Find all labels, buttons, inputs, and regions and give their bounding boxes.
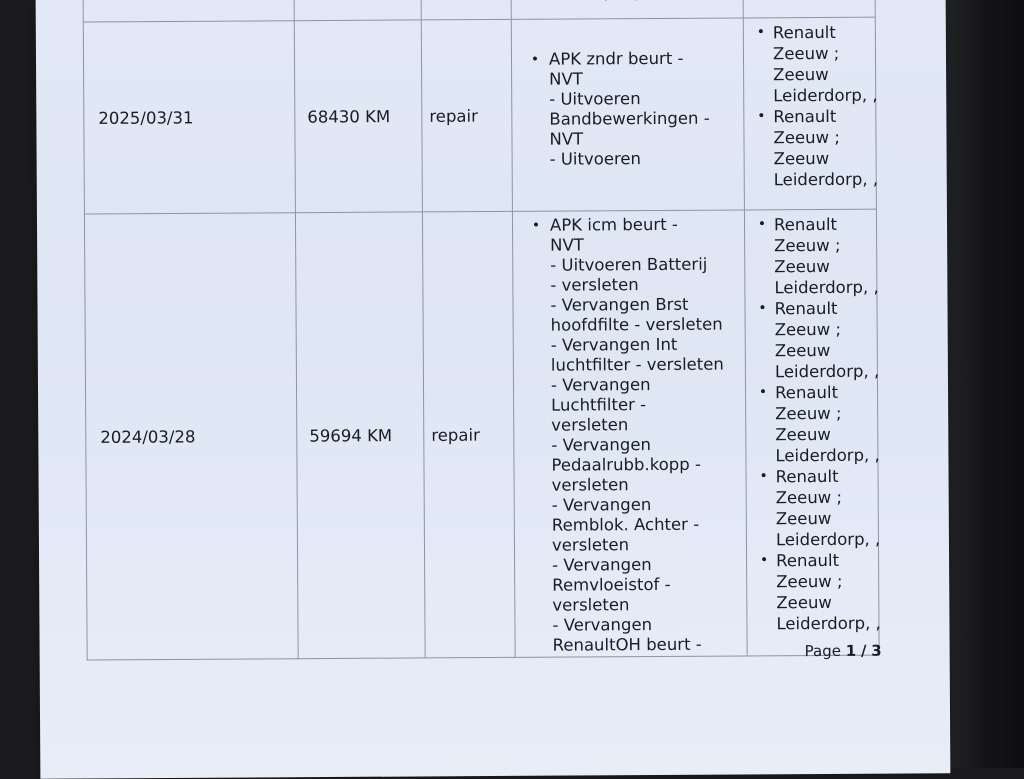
garage-entry: • Renault Zeeuw ; Zeeuw Leiderdorp, , — [749, 106, 878, 191]
work-list — [511, 49, 710, 170]
work-line: - Vervangen — [551, 435, 651, 455]
page-label: Page — [804, 641, 842, 661]
document-page — [36, 0, 951, 779]
work-line: Luchtfilter - — [551, 395, 647, 415]
bullet-icon: • — [757, 216, 767, 233]
type-cell — [422, 212, 516, 659]
work-line: - Uitvoeren — [549, 149, 642, 169]
date-cell — [84, 213, 299, 660]
bullet-icon: • — [758, 300, 767, 317]
mileage-value: 68430 KM — [307, 106, 391, 127]
garage-entry: • Renault Zeeuw ; Zeeuw Leiderdorp, , — [749, 22, 878, 107]
work-line: versleten — [551, 415, 629, 435]
work-line: - Vervangen Int — [550, 334, 678, 355]
garage-list — [743, 22, 878, 191]
work-line: Bandbewerkingen - — [549, 108, 710, 129]
work-line: - Vervangen — [551, 495, 652, 515]
table-row — [84, 210, 879, 661]
work-line: RenaultOH beurt - — [552, 634, 702, 655]
work-line: - Uitvoeren Batterij — [550, 254, 708, 275]
date-cell — [83, 21, 296, 214]
page-separator: / — [860, 641, 867, 660]
service-date: 2024/03/28 — [100, 426, 196, 447]
work-line: APK icm beurt - — [549, 214, 678, 235]
work-list — [512, 215, 726, 656]
service-type: repair — [429, 106, 478, 126]
work-line: NVT — [549, 69, 583, 89]
bullet-icon: • — [759, 552, 769, 569]
mileage-value: 59694 KM — [309, 425, 393, 446]
work-line: - Vervangen Brst — [550, 294, 689, 315]
work-line: - Vervangen — [552, 615, 653, 635]
page-total: 3 — [871, 641, 882, 660]
bullet-icon: • — [530, 51, 540, 68]
garage-entry: • Renault Zeeuw ; Zeeuw Leiderdorp, , — [752, 550, 881, 635]
work-line: - Uitvoeren — [549, 89, 641, 109]
work-line: - versleten — [550, 275, 639, 295]
service-date: 2025/03/31 — [98, 107, 194, 128]
work-line: NVT — [550, 235, 584, 255]
work-line: Pedaalrubb.kopp - — [551, 454, 701, 475]
garage-entry: • Renault Zeeuw ; Zeeuw Leiderdorp, , — [751, 382, 880, 467]
type-cell — [421, 20, 513, 213]
work-cell — [511, 18, 745, 211]
garage-entry: • Renault Zeeuw ; Zeeuw Leiderdorp, , — [750, 214, 879, 299]
bullet-icon: • — [531, 217, 541, 234]
bullet-icon: • — [756, 24, 766, 41]
work-line: - Vervangen — [550, 375, 651, 395]
garage-entry: • Renault Zeeuw ; Zeeuw Leiderdorp, , — [750, 298, 879, 383]
bullet-icon: • — [757, 108, 766, 125]
bullet-icon: • — [758, 384, 768, 401]
page-current: 1 — [845, 641, 857, 660]
work-line: - Vervangen — [552, 555, 652, 575]
work-line: APK zndr beurt - — [548, 48, 684, 69]
table-row — [83, 18, 879, 215]
mileage-cell — [294, 212, 426, 659]
garage-list — [744, 214, 881, 635]
work-line: hoofdfilte - versleten — [550, 314, 723, 335]
service-type: repair — [431, 425, 480, 445]
work-line: Remvloeistof - — [552, 574, 671, 595]
work-line: Remblok. Achter - — [551, 514, 700, 535]
bullet-icon: • — [759, 468, 768, 485]
work-line: NVT — [549, 129, 584, 149]
work-line: versleten — [552, 595, 630, 615]
garage-cell — [744, 210, 880, 657]
work-cell — [512, 210, 748, 657]
garage-cell — [743, 18, 877, 211]
work-line: luchtfilter - versleten — [550, 354, 724, 375]
mileage-cell — [293, 20, 423, 213]
page-indicator — [805, 642, 882, 660]
work-line: versleten — [551, 475, 629, 495]
work-line: versleten — [551, 535, 630, 555]
garage-entry: • Renault Zeeuw ; Zeeuw Leiderdorp, , — [751, 466, 880, 551]
